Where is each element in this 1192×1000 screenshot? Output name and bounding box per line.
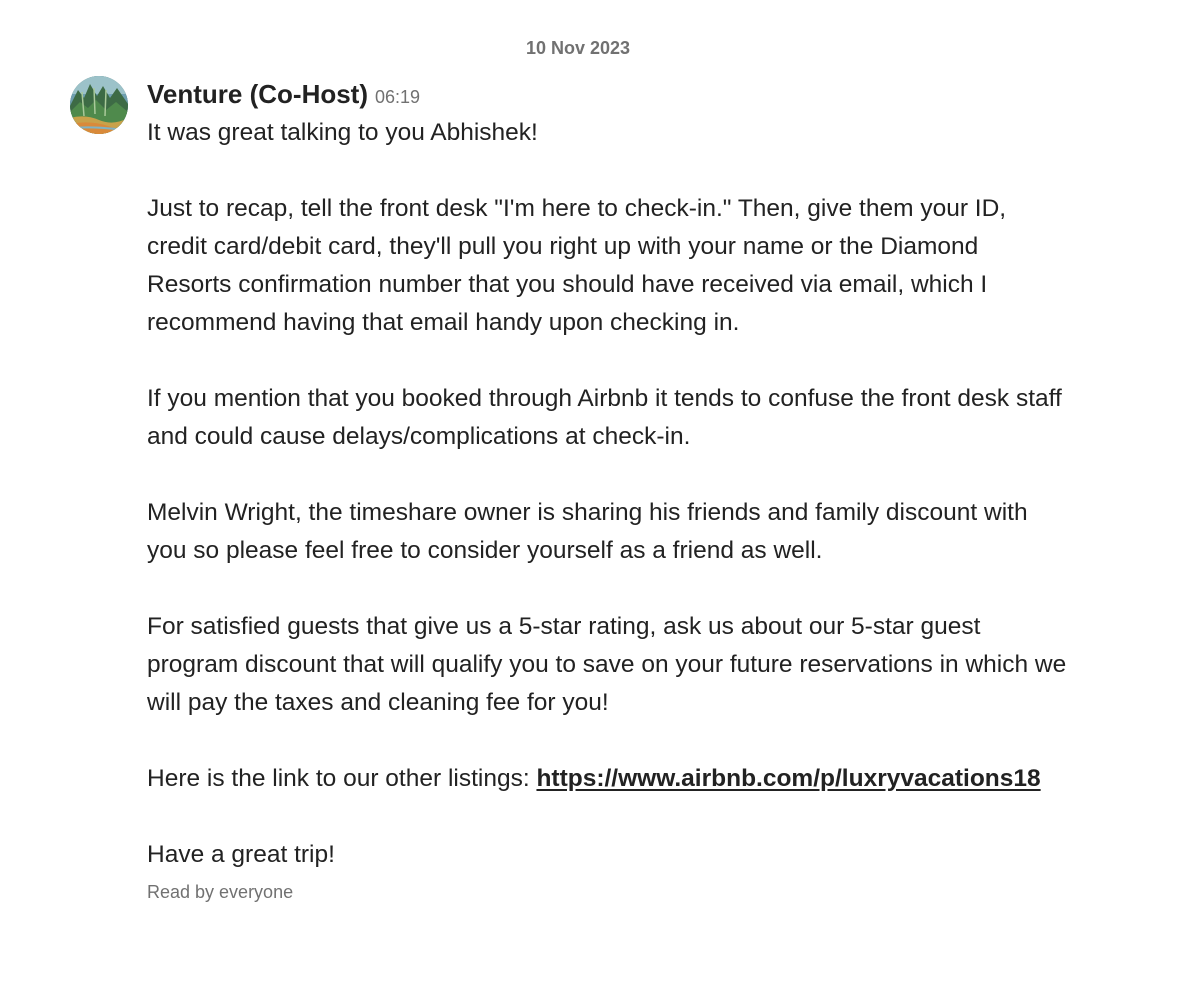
message-time: 06:19 bbox=[375, 87, 421, 107]
read-receipt: Read by everyone bbox=[147, 882, 294, 902]
message-paragraph: Just to recap, tell the front desk "I'm here to check-in." Then, give them your ID, credit card/debit card, they'll pull you right up with your name or the Diamond Resorts confirmation number that you should have received via email, which I recommend having that email handy upon checking in. bbox=[147, 195, 1007, 336]
landscape-avatar-icon bbox=[70, 76, 128, 134]
link-paragraph bbox=[147, 760, 1067, 798]
message-paragraph: For satisfied guests that give us a 5-star rating, ask us about our 5-star guest program discount that will qualify you to save on your future reservations in which we will pay the taxes and cleaning fee for you! bbox=[147, 613, 1067, 716]
listings-link[interactable]: https://www.airbnb.com/p/luxryvacations18 bbox=[536, 765, 1041, 792]
message-paragraph: If you mention that you booked through Airbnb it tends to confuse the front desk staff and could cause delays/complications at check-in. bbox=[147, 385, 1062, 450]
message-body bbox=[147, 76, 1067, 904]
link-intro: Here is the link to our other listings: bbox=[147, 765, 537, 792]
sender-avatar[interactable] bbox=[70, 76, 128, 134]
date-divider: 10 Nov 2023 bbox=[525, 38, 631, 58]
message-paragraph: Melvin Wright, the timeshare owner is sharing his friends and family discount with you so please feel free to consider yourself as a friend as well. bbox=[147, 499, 1028, 564]
message-header bbox=[147, 76, 1067, 113]
sender-name[interactable]: Venture (Co-Host) bbox=[147, 79, 368, 109]
closing-paragraph: Have a great trip! bbox=[147, 841, 335, 868]
message-paragraph: It was great talking to you Abhishek! bbox=[147, 119, 538, 146]
message-text bbox=[147, 114, 1067, 874]
